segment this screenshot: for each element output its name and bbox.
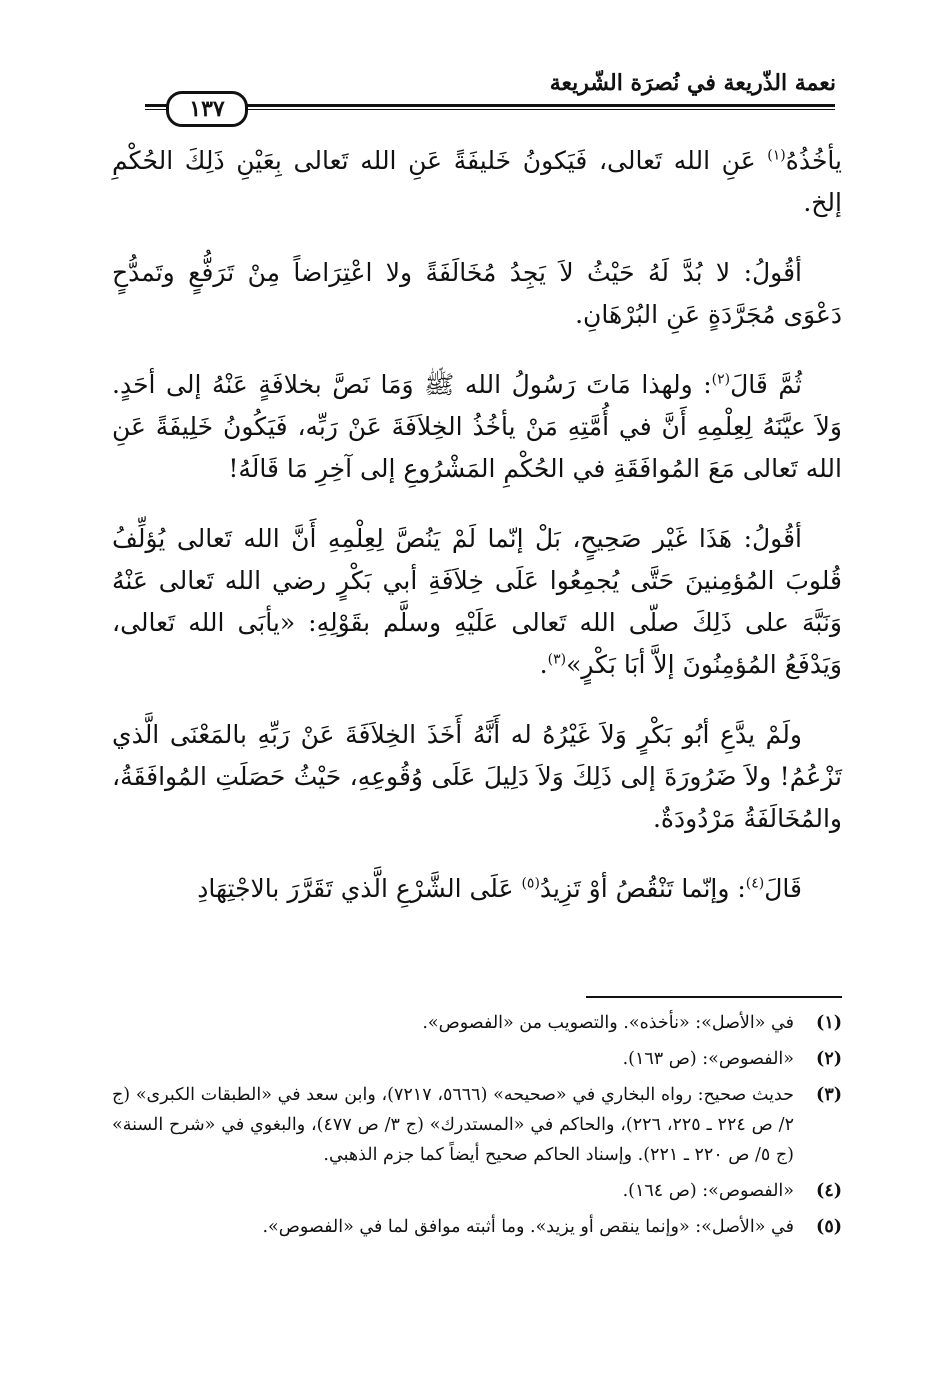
footnote-ref: (٤) [745, 875, 765, 892]
footnote-ref: (١) [767, 147, 786, 164]
footnote-text: «الفصوص»: (ص ١٦٣). [622, 1049, 794, 1069]
header-rule-thick [145, 104, 835, 107]
page-number-badge [166, 91, 248, 127]
footnote-ref: (٣) [547, 651, 567, 668]
paragraph: قَالَ$^{(٤)}$: وإنّما تَنْقُصُ أوْ تَزِيدُ$^{(٥)}$ عَلَى الشَّرْعِ الَّذي تَقَرَّرَ بالاجْتِهَادِ [197, 874, 802, 903]
paragraph: يأخُذُهُ$^{(١)}$ عَنِ الله تَعالى، فَيَكونُ خَليفَةً عَنِ الله تَعالى بِعَيْنِ ذَلِكَ الحُكْمِ إلخ. [112, 146, 842, 217]
footnote-number: (١) [816, 1013, 842, 1033]
footnote-number: (٥) [816, 1217, 842, 1237]
footnote-separator [586, 996, 842, 998]
footnote-text: حديث صحيح: رواه البخاري في «صحيحه» (٥٦٦٦، ٧٢١٧)، وابن سعد في «الطبقات الكبرى» (ج ٢/ ص ٢٢٤ ـ ٢٢٥، ٢٢٦)، والحاكم في «المستدرك» (ج ٣/ ص ٤٧٧)، والبغوي في «شرح السنة» (ج ٥/ ص ٢٢٠ ـ ٢٢١). وإسناد الحاكم صحيح أيضاً كما جزم الذهبي. [112, 1085, 794, 1165]
paragraph: أقُولُ: هَذَا غَيْر صَحِيحٍ، بَلْ إنّما لَمْ يَنُصَّ لِعِلْمِهِ أَنَّ الله تَعالى يُؤلِّفُ قُلوبَ المُؤمِنينَ حَتَّى يُجمِعُوا عَلَى خِلاَفَةِ أبي بَكْرٍ رضي الله تَعالى عَنْهُ وَنَبَّهَ على ذَلِكَ صلّى الله تَعالى عَلَيْهِ وسلَّم بقَوْلِهِ: «يأبَى الله تَعالى، وَيَدْفَعُ المُؤمِنُونَ إلاَّ أبَا بَكْرٍ»$^{(٣)}$. [112, 524, 842, 679]
header-rule-thin [145, 109, 835, 110]
page-number: ١٣٧ [189, 96, 225, 122]
footnotes [112, 1008, 842, 1248]
main-text [112, 140, 842, 938]
footnote [112, 1044, 842, 1074]
paragraph: ثُمَّ قَالَ$^{(٢)}$: ولهذا مَاتَ رَسُولُ الله ﷺ وَمَا نَصَّ بخلافَةٍ عَنْهُ إلى أحَدٍ. وَلاَ عيَّنَهُ لِعِلْمِهِ أَنَّ في أُمَّتِهِ مَنْ يأخُذُ الخِلاَفَةَ عَنْ رَبِّه، فَيَكُونُ خَلِيفَةً عَنِ الله تَعالى مَعَ المُوافَقَةِ في الحُكْمِ المَشْرُوعِ إلى آخِرِ مَا قَالَهُ! [112, 370, 842, 483]
footnote-ref: (٢) [711, 371, 731, 388]
footnote [112, 1212, 842, 1242]
paragraph: ولَمْ يدَّعِ أبُو بَكْرٍ وَلاَ غَيْرُهُ له أَنَّهُ أَخَذَ الخِلاَفَةَ عَنْ رَبِّهِ بالمَعْنَى الَّذي تَزْعُمُ! ولاَ ضَرُورَةَ إلى ذَلِكَ وَلاَ دَلِيلَ عَلَى وُقُوعِهِ، حَيْثُ حَصَلَتِ المُوافَقَةُ، والمُخَالَفَةُ مَرْدُودَةٌ. [112, 720, 842, 833]
running-title: نعمة الذّريعة في نُصرَة الشّريعة [549, 70, 836, 96]
footnote-text: في «الأصل»: «وإنما ينقص أو يزيد». وما أثبته موافق لما في «الفصوص». [262, 1217, 794, 1237]
footnote [112, 1176, 842, 1206]
paragraph: أقُولُ: لا بُدَّ لَهُ حَيْثُ لاَ يَجِدُ مُخَالَفَةً ولا اعْتِرَاضاً مِنْ تَرَفُّعٍ وتَمدُّحٍ دَعْوَى مُجَرَّدَةٍ عَنِ البُرْهَانِ. [112, 258, 842, 329]
footnote-number: (٤) [816, 1181, 842, 1201]
footnote [112, 1080, 842, 1170]
footnote-number: (٣) [816, 1085, 842, 1105]
footnote-text: في «الأصل»: «نأخذه». والتصويب من «الفصوص». [422, 1013, 794, 1033]
footnote-number: (٢) [816, 1049, 842, 1069]
footnote-text: «الفصوص»: (ص ١٦٤). [622, 1181, 794, 1201]
header-rule [145, 100, 835, 114]
footnote [112, 1008, 842, 1038]
footnote-ref: (٥) [521, 875, 540, 892]
